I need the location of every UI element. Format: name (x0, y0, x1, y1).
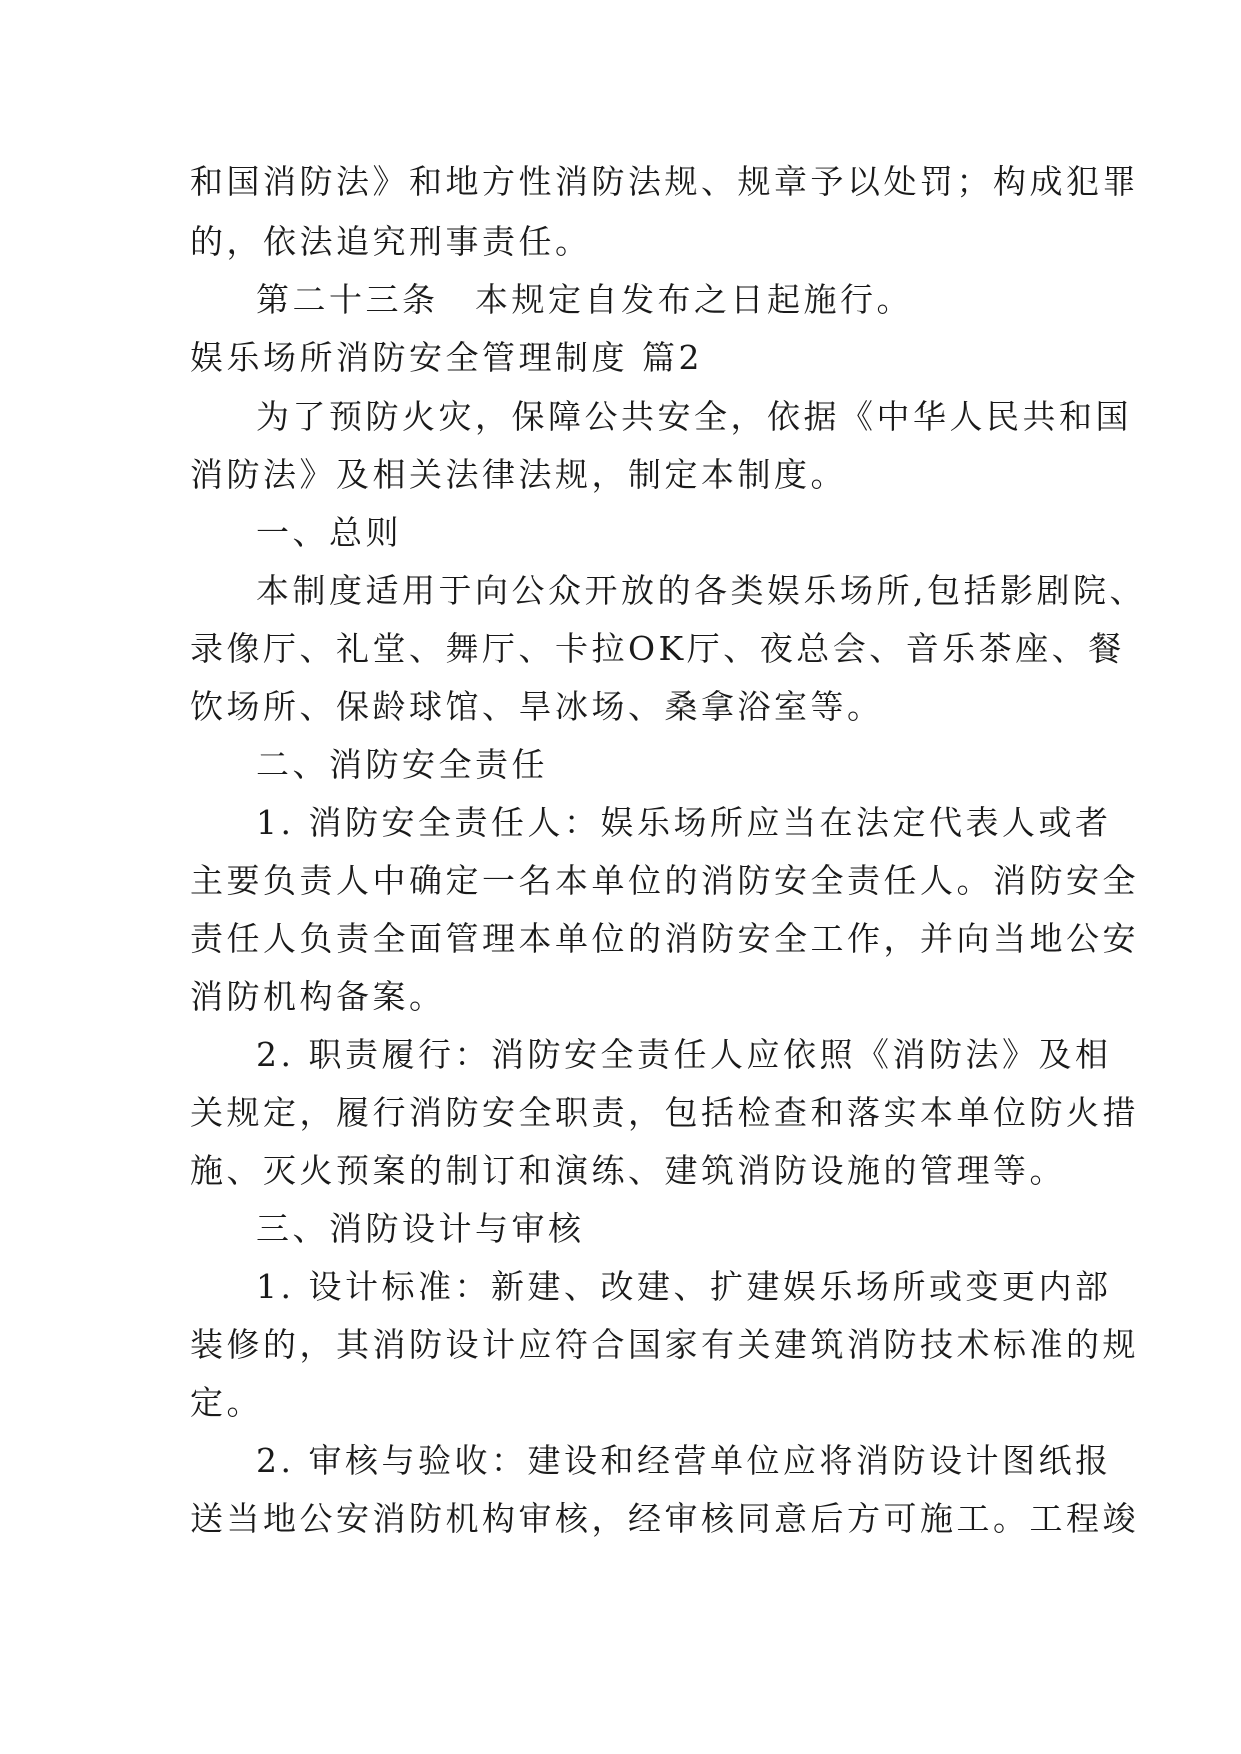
text-line: 为了预防火灾，保障公共安全，依据《中华人民共和国 (256, 397, 1132, 436)
section-heading: 一、总则 (256, 513, 402, 552)
text-line: 消防法》及相关法律法规，制定本制度。 (190, 455, 847, 494)
text-line: 的，依法追究刑事责任。 (190, 222, 592, 261)
section-heading: 二、消防安全责任 (256, 745, 548, 784)
text-line: 2. 职责履行：消防安全责任人应依照《消防法》及相 (256, 1035, 1112, 1074)
text-line: 送当地公安消防机构审核，经审核同意后方可施工。工程竣 (190, 1499, 1139, 1538)
text-line: 装修的，其消防设计应符合国家有关建筑消防技术标准的规 (190, 1325, 1139, 1364)
text-line: 录像厅、礼堂、舞厅、卡拉OK厅、夜总会、音乐茶座、餐 (190, 629, 1125, 668)
section-heading: 娱乐场所消防安全管理制度 篇2 (190, 338, 703, 377)
section-heading: 三、消防设计与审核 (256, 1209, 585, 1248)
text-line: 和国消防法》和地方性消防法规、规章予以处罚；构成犯罪 (190, 162, 1139, 201)
text-line: 主要负责人中确定一名本单位的消防安全责任人。消防安全 (190, 861, 1139, 900)
text-line: 定。 (190, 1383, 263, 1422)
text-line: 1. 消防安全责任人：娱乐场所应当在法定代表人或者 (256, 803, 1112, 842)
text-line: 饮场所、保龄球馆、旱冰场、桑拿浴室等。 (190, 687, 884, 726)
text-line: 2. 审核与验收：建设和经营单位应将消防设计图纸报 (256, 1441, 1112, 1480)
text-line: 责任人负责全面管理本单位的消防安全工作，并向当地公安 (190, 919, 1139, 958)
text-line: 第二十三条 本规定自发布之日起施行。 (256, 280, 913, 319)
text-line: 本制度适用于向公众开放的各类娱乐场所,包括影剧院、 (256, 571, 1146, 610)
text-line: 1. 设计标准：新建、改建、扩建娱乐场所或变更内部 (256, 1267, 1112, 1306)
text-line: 关规定，履行消防安全职责，包括检查和落实本单位防火措 (190, 1093, 1139, 1132)
text-line: 消防机构备案。 (190, 977, 446, 1016)
text-line: 施、灭火预案的制订和演练、建筑消防设施的管理等。 (190, 1151, 1066, 1190)
